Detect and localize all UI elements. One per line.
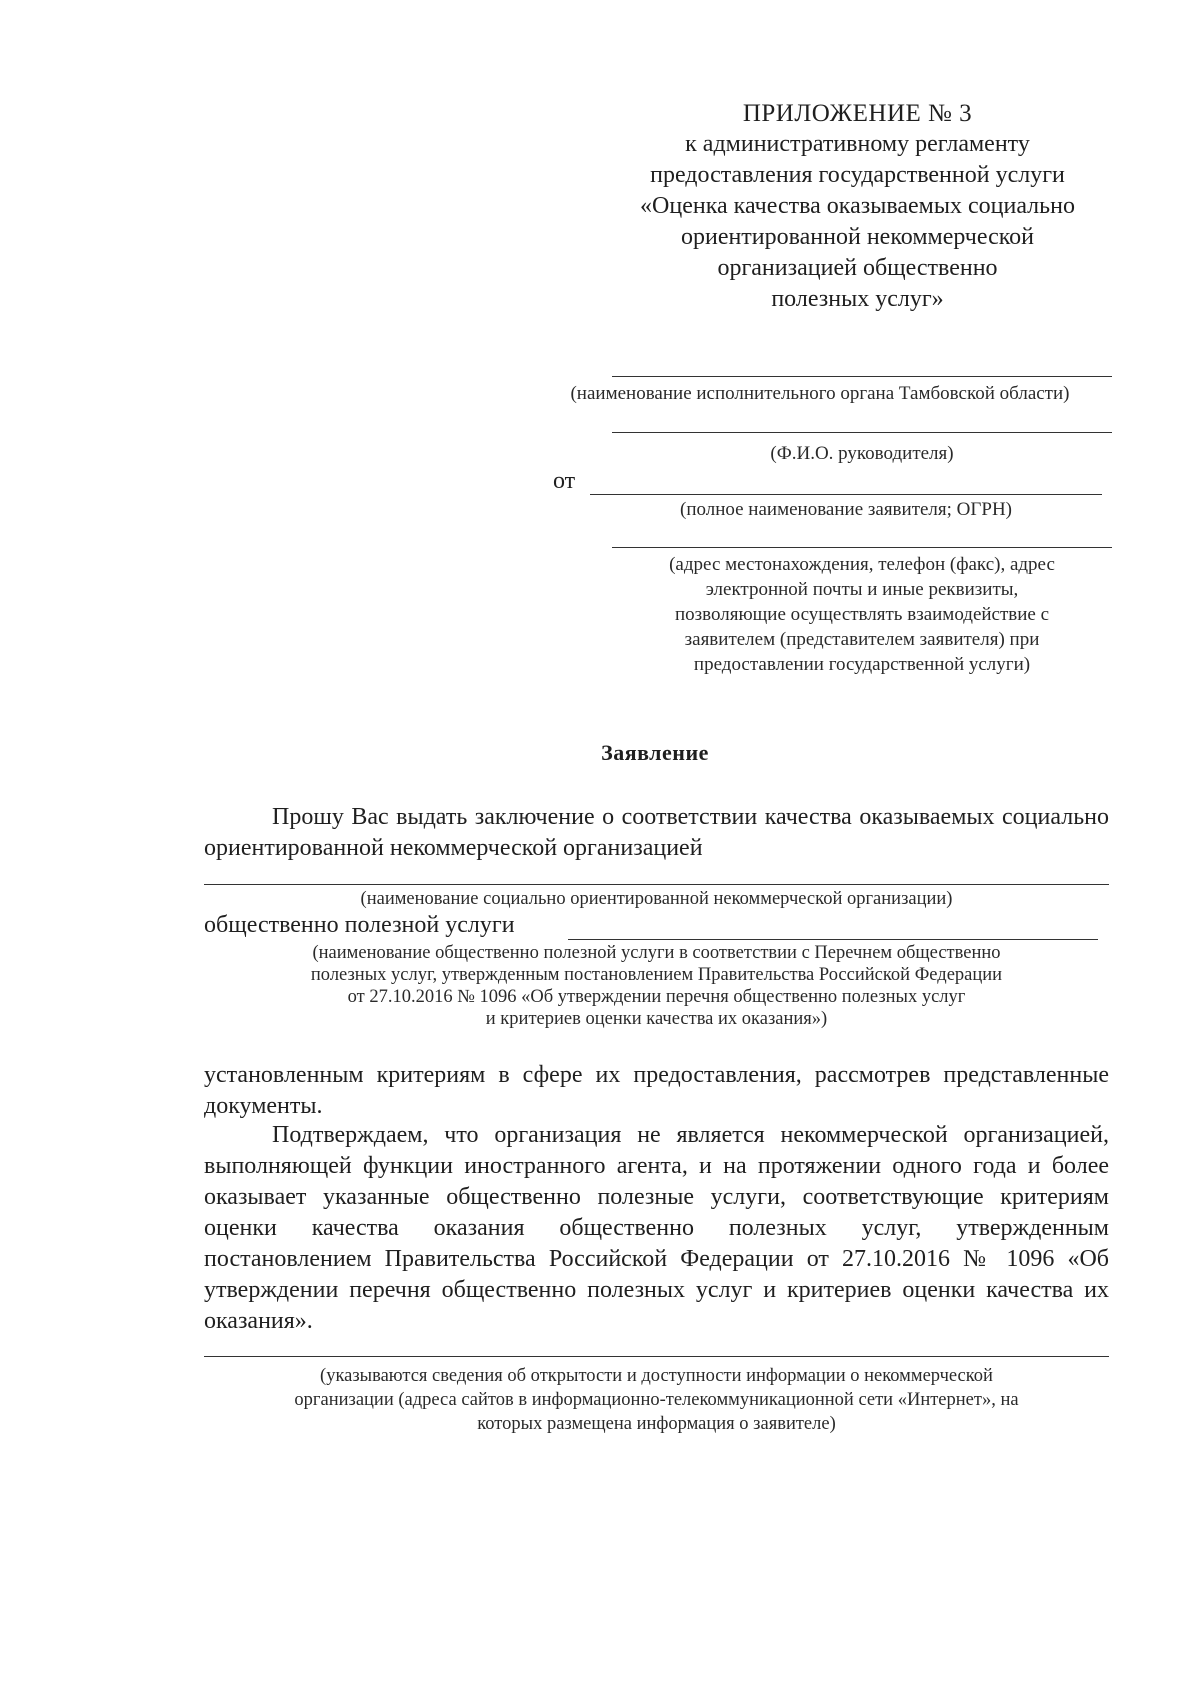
header-line: предоставления государственной услуги xyxy=(650,162,1065,188)
header-line: организацией общественно xyxy=(717,255,998,281)
statement-heading: Заявление xyxy=(601,740,709,765)
info-caption-line: которых размещена информация о заявителе) xyxy=(477,1414,836,1434)
confirmation-paragraph: Подтверждаем, что организация не является некоммерческой организацией, выполняющей функции иностранного агента, и на протяжении одного года и более оказывает указанные общественно полезные услуги, соответствующие критериям оценки качества оказания общественно полезных услуг, утвержденным постановлением Правительства Российской Федерации от 27.10.2016 № 1096 «Об утверждении перечня общественно полезных услуг и критериев оценки качества их оказания». xyxy=(204,1122,1109,1334)
contacts-caption-line: позволяющие осуществлять взаимодействие с xyxy=(674,604,1050,625)
contacts-blank-line xyxy=(612,547,1112,548)
service-caption-line: и критериев оценки качества их оказания») xyxy=(485,1009,828,1029)
header-line: к административному регламенту xyxy=(685,131,1030,157)
applicant-caption: (полное наименование заявителя; ОГРН) xyxy=(680,499,1012,520)
org-caption: (наименование социально ориентированной некоммерческой организации) xyxy=(360,889,953,909)
contacts-caption-line: электронной почты и иные реквизиты, xyxy=(705,579,1019,600)
contacts-caption-line: предоставлении государственной услуги) xyxy=(693,654,1031,675)
info-blank-line xyxy=(204,1356,1109,1357)
head-name-blank-line xyxy=(612,432,1112,433)
info-caption-line: (указываются сведения об открытости и доступности информации о некоммерческой xyxy=(320,1366,993,1386)
head-caption: (Ф.И.О. руководителя) xyxy=(770,443,954,464)
service-label: общественно полезной услуги xyxy=(204,912,515,938)
appendix-header xyxy=(590,98,1125,315)
header-line: полезных услуг» xyxy=(771,286,944,312)
from-label: от xyxy=(553,468,576,494)
service-blank-line xyxy=(568,939,1098,940)
service-caption-line: полезных услуг, утвержденным постановлением Правительства Российской Федерации xyxy=(310,965,1003,985)
service-caption-line: (наименование общественно полезной услуги в соответствии с Перечнем общественно xyxy=(312,943,1001,963)
header-line: ориентированной некоммерческой xyxy=(680,224,1035,250)
info-caption xyxy=(204,1364,1109,1436)
contacts-caption-line: (адрес местонахождения, телефон (факс), адрес xyxy=(669,554,1055,575)
info-caption-line: организации (адреса сайтов в информационно-телекоммуникационной сети «Интернет», на xyxy=(294,1390,1019,1410)
appendix-title: ПРИЛОЖЕНИЕ № 3 xyxy=(742,100,973,127)
criteria-paragraph: установленным критериям в сфере их предоставления, рассмотрев представленные документы. xyxy=(204,1062,1109,1119)
request-paragraph: Прошу Вас выдать заключение о соответствии качества оказываемых социально ориентированной некоммерческой организацией xyxy=(204,804,1109,861)
organ-blank-line xyxy=(612,376,1112,377)
applicant-blank-line xyxy=(590,494,1102,495)
header-line: «Оценка качества оказываемых социально xyxy=(640,193,1075,219)
organ-caption: (наименование исполнительного органа Тамбовской области) xyxy=(570,383,1070,404)
service-caption-line: от 27.10.2016 № 1096 «Об утверждении перечня общественно полезных услуг xyxy=(347,987,966,1007)
contacts-caption-line: заявителем (представителем заявителя) при xyxy=(684,629,1040,650)
org-blank-line xyxy=(204,884,1109,885)
service-caption xyxy=(204,942,1109,1030)
contacts-caption xyxy=(612,552,1112,677)
